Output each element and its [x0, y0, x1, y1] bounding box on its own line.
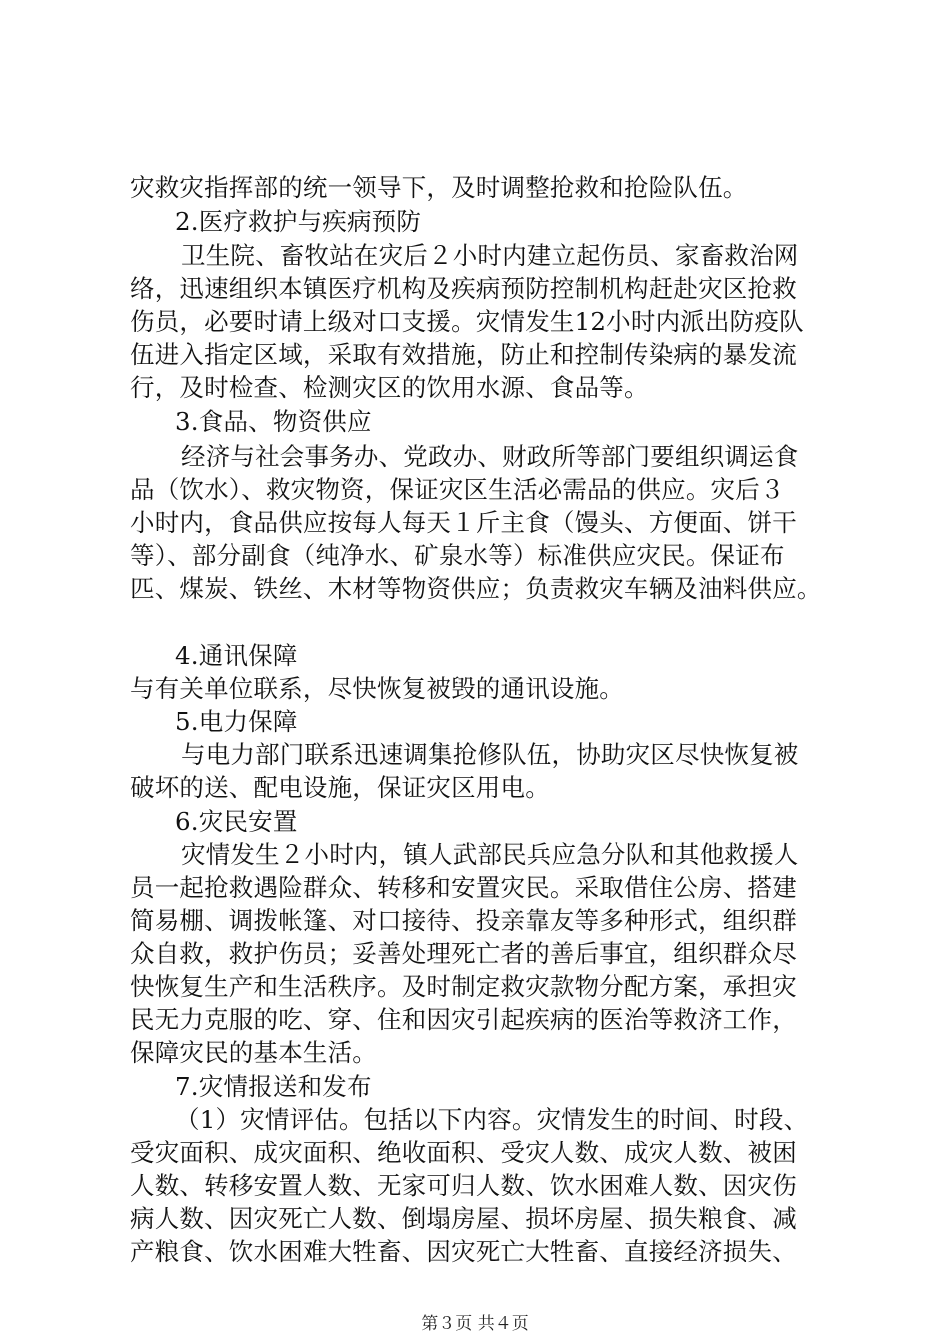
- section-heading: 6.灾民安置: [175, 807, 298, 836]
- paragraph-line: 与电力部门联系迅速调集抢修队伍，协助灾区尽快恢复被: [181, 740, 799, 769]
- paragraph-line: 产粮食、饮水困难大牲畜、因灾死亡大牲畜、直接经济损失、: [130, 1237, 797, 1266]
- paragraph-line: 与有关单位联系，尽快恢复被毁的通讯设施。: [130, 674, 624, 703]
- paragraph-line: 员一起抢救遇险群众、转移和安置灾民。采取借住公房、搭建: [130, 873, 797, 902]
- paragraph-line: 灾救灾指挥部的统一领导下，及时调整抢救和抢险队伍。: [130, 173, 748, 202]
- paragraph-line: 简易棚、调拨帐篷、对口接待、投亲靠友等多种形式，组织群: [130, 906, 797, 935]
- section-heading: 5.电力保障: [175, 707, 298, 736]
- paragraph-line: 灾情发生２小时内，镇人武部民兵应急分队和其他救援人: [181, 840, 799, 869]
- paragraph-line: 保障灾民的基本生活。: [130, 1038, 377, 1067]
- paragraph-line: 伤员，必要时请上级对口支援。灾情发生12小时内派出防疫队: [130, 307, 804, 336]
- paragraph-line: 经济与社会事务办、党政办、财政所等部门要组织调运食: [181, 442, 799, 471]
- paragraph-line: 品（饮水）、救灾物资，保证灾区生活必需品的供应。灾后３: [130, 475, 785, 504]
- paragraph-line: 人数、转移安置人数、无家可归人数、饮水困难人数、因灾伤: [130, 1171, 797, 1200]
- paragraph-line: 匹、煤炭、铁丝、木材等物资供应；负责救灾车辆及油料供应。: [130, 574, 822, 603]
- paragraph-line: 行，及时检查、检测灾区的饮用水源、食品等。: [130, 373, 649, 402]
- paragraph-line: 卫生院、畜牧站在灾后２小时内建立起伤员、家畜救治网: [181, 241, 799, 270]
- paragraph-line: 众自救，救护伤员；妥善处理死亡者的善后事宜，组织群众尽: [130, 939, 797, 968]
- section-heading: 4.通讯保障: [175, 641, 298, 670]
- paragraph-line: 络，迅速组织本镇医疗机构及疾病预防控制机构赶赴灾区抢救: [130, 274, 797, 303]
- paragraph-line: 快恢复生产和生活秩序。及时制定救灾款物分配方案，承担灾: [130, 972, 797, 1001]
- paragraph-line: 破坏的送、配电设施，保证灾区用电。: [130, 773, 550, 802]
- paragraph-line: （1）灾情评估。包括以下内容。灾情发生的时间、时段、: [175, 1105, 809, 1134]
- paragraph-line: 受灾面积、成灾面积、绝收面积、受灾人数、成灾人数、被困: [130, 1138, 797, 1167]
- page-number-footer: 第３页 共４页: [421, 1314, 529, 1334]
- section-heading: 2.医疗救护与疾病预防: [175, 207, 422, 236]
- paragraph-line: 病人数、因灾死亡人数、倒塌房屋、损坏房屋、损失粮食、减: [130, 1204, 797, 1233]
- paragraph-line: 等）、部分副食（纯净水、矿泉水等）标准供应灾民。保证布: [130, 541, 785, 570]
- section-heading: 7.灾情报送和发布: [175, 1072, 372, 1101]
- paragraph-line: 伍进入指定区域，采取有效措施，防止和控制传染病的暴发流: [130, 340, 797, 369]
- paragraph-line: 民无力克服的吃、穿、住和因灾引起疾病的医治等救济工作，: [130, 1005, 797, 1034]
- paragraph-line: 小时内，食品供应按每人每天１斤主食（馒头、方便面、饼干: [130, 508, 797, 537]
- section-heading: 3.食品、物资供应: [175, 407, 372, 436]
